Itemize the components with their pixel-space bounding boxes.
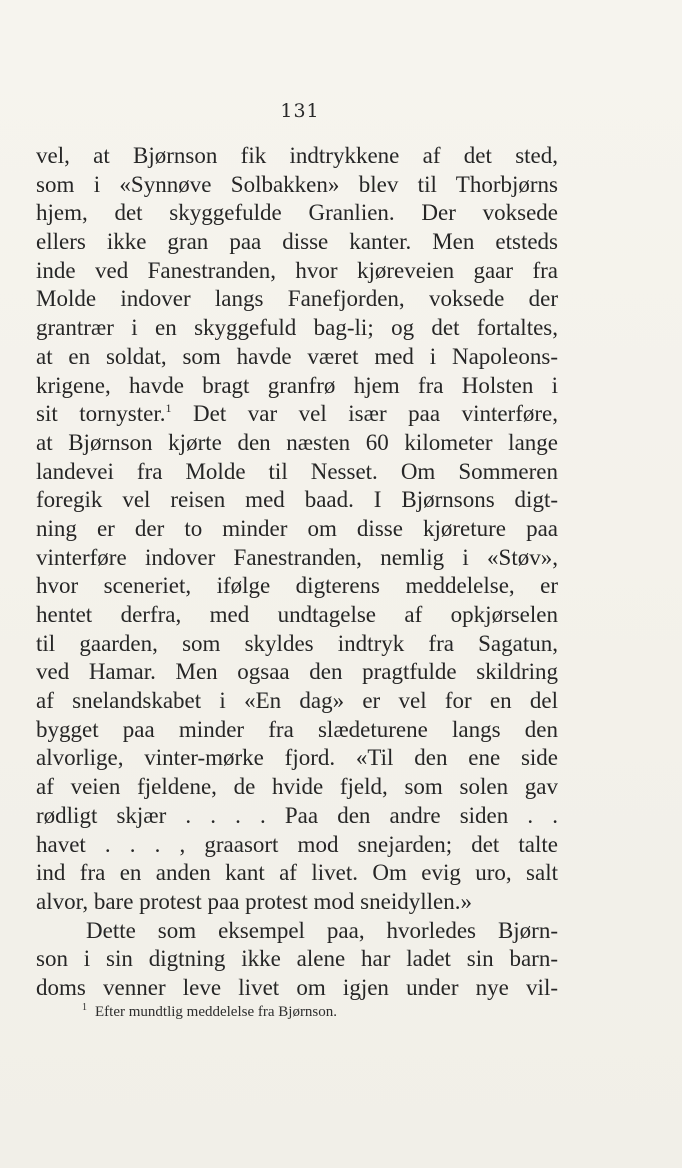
text-line: af veien fjeldene, de hvide fjeld, som solen gav (36, 774, 558, 800)
footnote-reference: 1 (165, 401, 172, 416)
page-number: 131 (280, 100, 320, 122)
text-line: at en soldat, som havde været med i Napoleons- (36, 343, 558, 369)
text-segment: Det var vel især paa vinterføre, (171, 401, 558, 427)
paragraph-end-line: alvor, bare protest paa protest mod sneidyllen.» (36, 888, 472, 914)
text-line: til gaarden, som skyldes indtryk fra Sagatun, (36, 630, 558, 656)
text-line-with-footnote-ref (36, 400, 558, 429)
text-line: ellers ikke gran paa disse kanter. Men etsteds (36, 229, 558, 255)
text-line: son i sin digtning ikke alene har ladet sin barn- (36, 946, 558, 972)
text-line: at Bjørnson kjørte den næsten 60 kilometer lange (36, 429, 558, 455)
text-line: rødligt skjær . . . . Paa den andre siden . . (36, 802, 558, 828)
text-line: alvorlige, vinter-mørke fjord. «Til den ene side (36, 745, 558, 771)
text-line: vel, at Bjørnson fik indtrykkene af det sted, (36, 143, 558, 168)
text-line: ind fra en anden kant af livet. Om evig uro, salt (36, 860, 558, 886)
text-segment: sit tornyster. (36, 401, 166, 427)
text-line: grantrær i en skyggefuld bag-li; og det fortaltes, (36, 315, 558, 341)
paragraph-start-line: Dette som eksempel paa, hvorledes Bjørn- (86, 917, 558, 943)
body-text (36, 142, 558, 1003)
text-line: som i «Synnøve Solbakken» blev til Thorbjørns (36, 171, 558, 197)
text-line: havet . . . , graasort mod snejarden; det talte (36, 831, 558, 857)
footnote-text: Efter mundtlig meddelelse fra Bjørnson. (95, 1004, 338, 1020)
text-line: hjem, det skyggefulde Granlien. Der voksede (36, 200, 558, 226)
text-line: bygget paa minder fra slædeturene langs den (36, 716, 558, 742)
text-line: krigene, havde bragt granfrø hjem fra Holsten i (36, 372, 558, 398)
text-line: inde ved Fanestranden, hvor kjøreveien gaar fra (36, 257, 558, 283)
text-line: landevei fra Molde til Nesset. Om Sommeren (36, 458, 558, 484)
text-line: vinterføre indover Fanestranden, nemlig i «Støv», (36, 544, 558, 570)
text-line: foregik vel reisen med baad. I Bjørnsons digt- (36, 487, 558, 513)
footnote (82, 1002, 337, 1021)
footnote-marker: 1 (82, 1002, 87, 1013)
text-line: ning er der to minder om disse kjøreture paa (36, 515, 558, 541)
text-line: hvor sceneriet, ifølge digterens meddelelse, er (36, 573, 558, 599)
text-line: af snelandskabet i «En dag» er vel for en del (36, 688, 558, 714)
text-line: doms venner leve livet om igjen under nye vil- (36, 974, 558, 1000)
text-line: ved Hamar. Men ogsaa den pragtfulde skildring (36, 659, 558, 685)
text-line: hentet derfra, med undtagelse af opkjørselen (36, 602, 558, 627)
text-line: Molde indover langs Fanefjorden, voksede der (36, 286, 558, 312)
